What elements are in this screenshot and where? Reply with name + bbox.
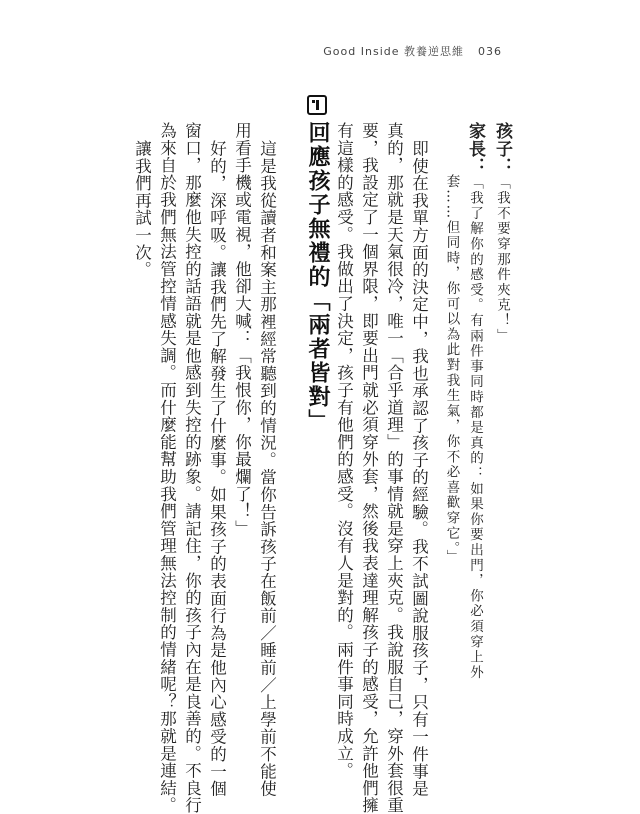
paragraph-line: 要，我設定了一個界限，即要出門就必須穿外套，然後我表達理解孩子的感受，允許他們擁: [359, 122, 379, 814]
paragraph-line: 用看手機或電視，他卻大喊：「我恨你，你最爛了！」: [232, 122, 252, 538]
dialogue-line-continuation: [443, 122, 460, 565]
paragraph-line: 為來自於我們無法管控情感失調。而什麼能幫助我們管理無法控制的情緒呢？那就是連結。: [157, 122, 177, 814]
dialogue-text: 套……但同時，你可以為此對我生氣，你不必喜歡穿它。」: [443, 174, 460, 566]
dialogue-line-child: [493, 122, 510, 344]
paragraph-line: 真的，那就是天氣很冷，唯一「合乎道理」的事情就是穿上夾克。我說服自己，穿外套很重: [384, 122, 404, 814]
paragraph-line: 這是我從讀者和案主那裡經常聽到的情況。當你告訴孩子在飯前／睡前／上學前不能使: [257, 140, 277, 798]
paragraph-line: 讓我們再試一次。: [132, 140, 152, 279]
dialogue-text: 「我不要穿那件夾克！」: [494, 175, 510, 344]
dialogue-text: 「我了解你的感受。有兩件事同時都是真的：如果你要出門，你必須穿上外: [467, 175, 483, 681]
paragraph-line: 即使在我單方面的決定中，我也承認了孩子的經驗。我不試圖說服孩子，只有一件事是: [409, 140, 429, 798]
running-header: [323, 43, 502, 59]
page-number: 036: [478, 45, 502, 58]
section-heading-text: 回應孩子無禮的「兩者皆對」: [305, 121, 330, 433]
book-title: Good Inside 教養逆思維: [323, 45, 464, 58]
speaker-label: 孩子：: [492, 122, 512, 176]
section-heading: [302, 95, 333, 433]
paragraph-line: 窗口，那麼他失控的話語就是他感到失控的跡象。請記住，你的孩子內在是良善的。不良行: [182, 122, 202, 814]
info-icon: [307, 95, 327, 115]
dialogue-line-parent: [466, 122, 483, 680]
paragraph-line: 有這樣的感受。我做出了決定，孩子有他們的感受。沒有人是對的。兩件事同時成立。: [334, 122, 354, 780]
paragraph-line: 好的，深呼吸。讓我們先了解發生了什麼事。如果孩子的表面行為是他內心感受的一個: [207, 140, 227, 798]
speaker-label: 家長：: [465, 122, 485, 176]
